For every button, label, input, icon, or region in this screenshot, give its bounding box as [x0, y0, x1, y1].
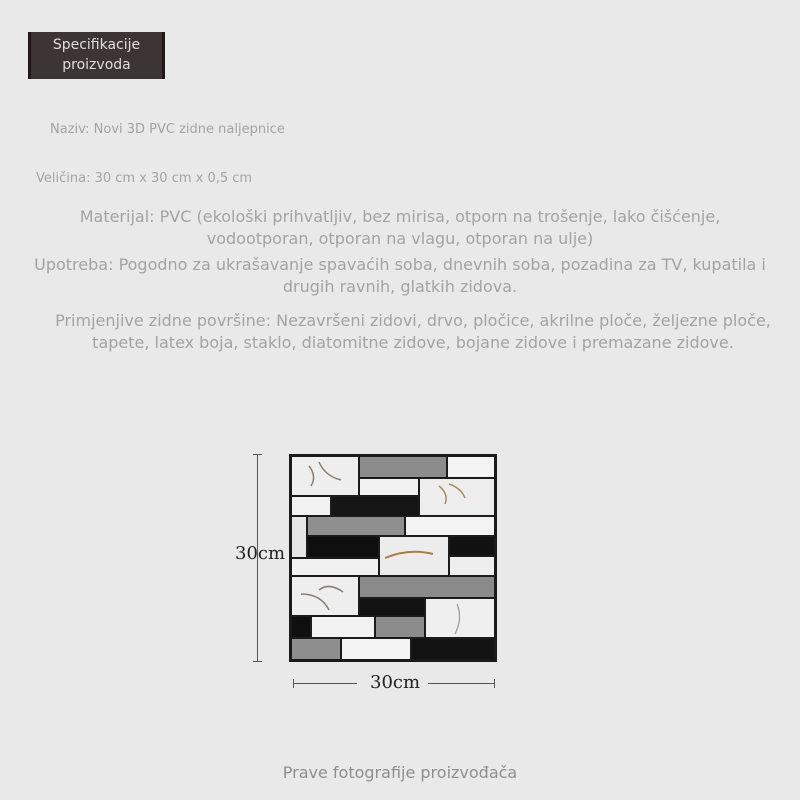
product-specs-badge — [28, 32, 165, 79]
badge-line-2: proizvoda — [62, 57, 131, 73]
badge-line-1: Specifikacije — [52, 37, 141, 53]
width-dimension-line-right — [428, 683, 494, 684]
spec-material: Materijal: PVC (ekološki prihvatljiv, bez mirisa, otporn na trošenje, lako čišćenje, vodootporan, otporan na vlagu, otporan na ulje) — [79, 207, 721, 248]
width-dimension-cap-right — [494, 679, 495, 688]
spec-size: Veličina: 30 cm x 30 cm x 0,5 cm — [36, 171, 253, 186]
footer-caption: Prave fotografije proizvođača — [282, 763, 518, 782]
height-dimension-cap-bottom — [253, 661, 262, 662]
wall-tile-image — [289, 454, 497, 662]
width-dimension-cap-left — [293, 679, 294, 688]
spec-name: Naziv: Novi 3D PVC zidne naljepnice — [50, 122, 285, 137]
height-dimension-label: 30cm — [235, 543, 286, 564]
width-dimension-label: 30cm — [370, 672, 421, 693]
height-dimension-cap-top — [253, 454, 262, 455]
width-dimension-line-left — [293, 683, 357, 684]
spec-applicable-surfaces: Primjenjive zidne površine: Nezavršeni zidovi, drvo, pločice, akrilne ploče, željezne ploče, tapete, latex boja, staklo, diatomitne zidove, bojane zidove i premazane zidove. — [55, 311, 771, 352]
spec-usage: Upotreba: Pogodno za ukrašavanje spavaćih soba, dnevnih soba, pozadina za TV, kupatila i drugih ravnih, glatkih zidova. — [34, 255, 766, 296]
